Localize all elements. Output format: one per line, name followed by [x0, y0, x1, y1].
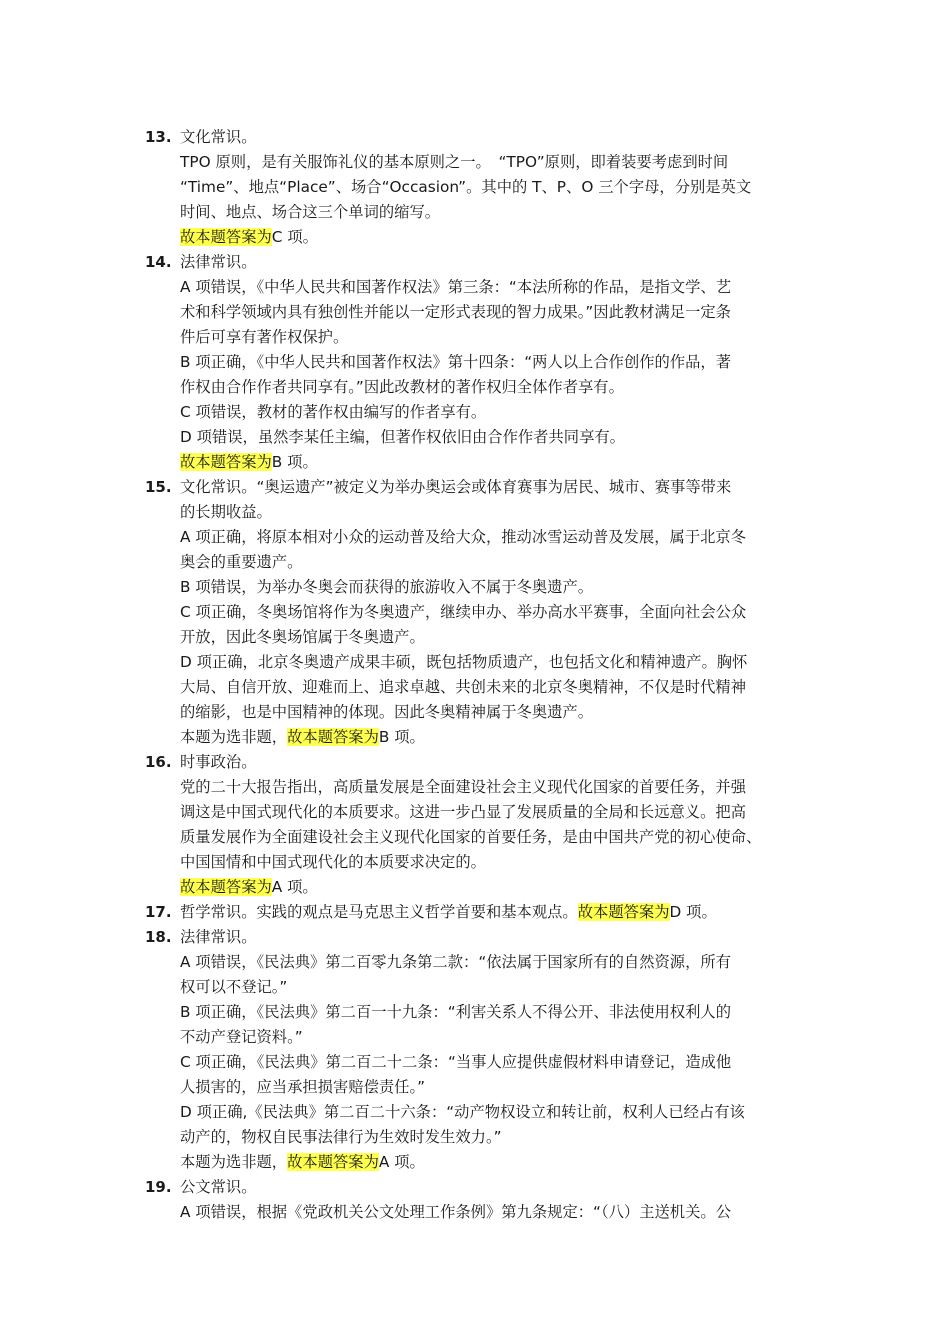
text-segment: D 项正确,《民法典》第二百二十六条：“动产物权设立和转让前，权利人已经占有该	[180, 1103, 745, 1121]
answer-highlight: 故本题答案为	[180, 228, 272, 246]
text-segment: A 项错误，根据《党政机关公文处理工作条例》第九条规定：“（八）主送机关。公	[180, 1203, 731, 1221]
text-line	[180, 800, 746, 825]
text-line	[180, 550, 302, 575]
text-segment: 件后可享有著作权保护。	[180, 328, 349, 346]
text-line	[180, 1025, 303, 1050]
answer-highlight: 故本题答案为	[180, 878, 272, 896]
text-segment: 本题为选非题，	[180, 1153, 288, 1171]
text-segment: 的缩影，也是中国精神的体现。因此冬奥精神属于冬奥遗产。	[180, 703, 594, 721]
text-line	[180, 850, 486, 875]
question-number: 17.	[145, 903, 172, 921]
question-number: 18.	[145, 928, 172, 946]
question-number: 19.	[145, 1178, 172, 1196]
text-line	[180, 350, 731, 375]
text-segment: C 项错误，教材的著作权由编写的作者享有。	[180, 403, 487, 421]
question-item	[145, 1175, 825, 1225]
answer-highlight: 故本题答案为	[180, 453, 272, 471]
text-line	[180, 1050, 731, 1075]
text-segment: 调这是中国式现代化的本质要求。这进一步凸显了发展质量的全局和长远意义。把高	[180, 803, 746, 821]
text-line	[180, 725, 425, 750]
text-line	[180, 375, 624, 400]
text-segment: C 项。	[271, 228, 318, 246]
text-segment: 公文常识。	[180, 1178, 257, 1196]
text-line	[180, 175, 751, 200]
text-segment: 时事政治。	[180, 753, 257, 771]
text-line	[180, 950, 731, 975]
text-segment: B 项。	[271, 453, 318, 471]
text-line	[180, 1100, 745, 1125]
text-line	[180, 500, 272, 525]
text-segment: 法律常识。	[180, 928, 257, 946]
text-line	[180, 275, 731, 300]
question-number: 16.	[145, 753, 172, 771]
text-segment: 党的二十大报告指出，高质量发展是全面建设社会主义现代化国家的首要任务，并强	[180, 778, 746, 796]
question-number: 15.	[145, 478, 172, 496]
text-line	[180, 225, 318, 250]
text-line	[180, 300, 731, 325]
text-segment: 质量发展作为全面建设社会主义现代化国家的首要任务，是由中国共产党的初心使命、	[180, 828, 762, 846]
text-segment: 不动产登记资料。”	[180, 1028, 303, 1046]
text-segment: B 项正确，《中华人民共和国著作权法》第十四条：“两人以上合作创作的作品，著	[180, 353, 732, 371]
text-line	[180, 925, 257, 950]
text-segment: 开放，因此冬奥场馆属于冬奥遗产。	[180, 628, 425, 646]
text-segment: 时间、地点、场合这三个单词的缩写。	[180, 203, 441, 221]
answer-highlight: 故本题答案为	[287, 1153, 379, 1171]
text-segment: 文化常识。“奥运遗产”被定义为举办奥运会或体育赛事为居民、城市、赛事等带来	[180, 478, 732, 496]
text-line	[180, 975, 287, 1000]
question-item	[145, 475, 825, 750]
text-segment: 人损害的，应当承担损害赔偿责任。”	[180, 1078, 426, 1096]
text-segment: 法律常识。	[180, 253, 257, 271]
question-item	[145, 750, 825, 900]
text-segment: B 项正确，《民法典》第二百一十九条：“利害关系人不得公开、非法使用权利人的	[180, 1003, 732, 1021]
text-segment: C 项正确，《民法典》第二百二十二条：“当事人应提供虚假材料申请登记，造成他	[180, 1053, 732, 1071]
text-line	[180, 875, 318, 900]
text-segment: 的长期收益。	[180, 503, 272, 521]
text-segment: B 项。	[378, 728, 425, 746]
text-segment: 中国国情和中国式现代化的本质要求决定的。	[180, 853, 486, 871]
text-line	[180, 1200, 731, 1225]
text-segment: “Time”、地点“Place”、场合“Occasion”。其中的 T、P、O 三个字母，分别是英文	[180, 178, 752, 196]
text-segment: 权可以不登记。”	[180, 978, 288, 996]
text-line	[180, 825, 761, 850]
text-segment: 术和科学领域内具有独创性并能以一定形式表现的智力成果。”因此教材满足一定条	[180, 303, 731, 321]
text-segment: 大局、自信开放、迎难而上、追求卓越、共创未来的北京冬奥精神，不仅是时代精神	[180, 678, 746, 696]
text-segment: 奥会的重要遗产。	[180, 553, 303, 571]
text-segment: A 项正确，将原本相对小众的运动普及给大众，推动冰雪运动普及发展，属于北京冬	[180, 528, 747, 546]
answer-highlight: 故本题答案为	[577, 903, 670, 921]
text-segment: D 项错误，虽然李某任主编，但著作权依旧由合作作者共同享有。	[180, 428, 625, 446]
text-segment: D 项。	[669, 903, 717, 921]
text-line	[180, 425, 625, 450]
text-line	[180, 600, 746, 625]
question-item	[145, 925, 825, 1175]
text-line	[180, 1175, 257, 1200]
text-line	[180, 400, 486, 425]
answer-highlight: 故本题答案为	[287, 728, 379, 746]
text-segment: 动产的，物权自民事法律行为生效时发生效力。”	[180, 1128, 502, 1146]
text-line	[180, 650, 747, 675]
text-line	[180, 900, 717, 925]
text-line	[180, 125, 257, 150]
text-segment: A 项错误，《民法典》第二百零九条第二款：“依法属于国家所有的自然资源，所有	[180, 953, 731, 971]
text-line	[180, 750, 257, 775]
text-line	[180, 1000, 731, 1025]
question-item	[145, 125, 825, 250]
text-segment: 作权由合作作者共同享有。”因此改教材的著作权归全体作者享有。	[180, 378, 624, 396]
text-line	[180, 200, 440, 225]
text-line	[180, 525, 746, 550]
text-segment: 文化常识。	[180, 128, 257, 146]
text-segment: A 项错误，《中华人民共和国著作权法》第三条：“本法所称的作品，是指文学、艺	[180, 278, 731, 296]
text-line	[180, 450, 318, 475]
text-segment: A 项。	[378, 1153, 425, 1171]
text-line	[180, 575, 593, 600]
text-line	[180, 775, 746, 800]
text-segment: D 项正确，北京冬奥遗产成果丰硕，既包括物质遗产，也包括文化和精神遗产。胸怀	[180, 653, 748, 671]
text-line	[180, 1150, 425, 1175]
question-number: 13.	[145, 128, 172, 146]
text-line	[180, 1075, 425, 1100]
text-line	[180, 675, 746, 700]
text-line	[180, 700, 593, 725]
text-segment: B 项错误，为举办冬奥会而获得的旅游收入不属于冬奥遗产。	[180, 578, 594, 596]
text-line	[180, 150, 728, 175]
text-segment: TPO 原则，是有关服饰礼仪的基本原则之一。 “TPO”原则，即着装要考虑到时间	[180, 153, 729, 171]
question-item	[145, 900, 825, 925]
question-number: 14.	[145, 253, 172, 271]
text-line	[180, 625, 425, 650]
text-line	[180, 1125, 502, 1150]
text-line	[180, 475, 731, 500]
text-line	[180, 325, 348, 350]
text-segment: 哲学常识。实践的观点是马克思主义哲学首要和基本观点。	[180, 903, 578, 921]
text-segment: A 项。	[271, 878, 318, 896]
text-segment: 本题为选非题，	[180, 728, 288, 746]
text-segment: C 项正确，冬奥场馆将作为冬奥遗产，继续申办、举办高水平赛事，全面向社会公众	[180, 603, 747, 621]
text-line	[180, 250, 257, 275]
question-item	[145, 250, 825, 475]
